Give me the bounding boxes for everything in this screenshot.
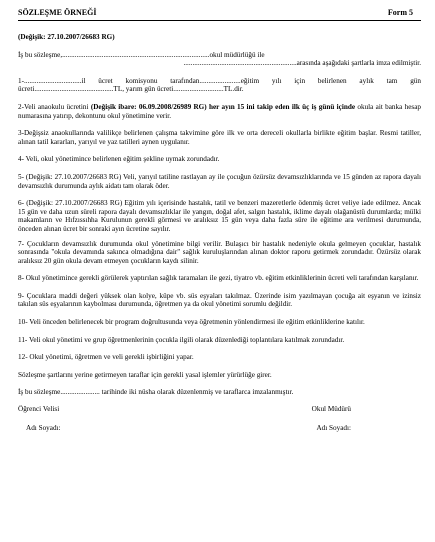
clause-2-prefix: 2-Veli anaokulu ücretini: [18, 102, 91, 111]
clause-1: 1-................................il ücret komisyonu tarafından.......................eğitim yılı için belirlenen aylık tam gün ücreti............................................TL, yarım gün ücreti............................TL.dir.: [18, 76, 421, 94]
amendment-note: (Değişik: 27.10.2007/26683 RG): [18, 33, 115, 41]
closing-line-1: Sözleşme şartlarını yerine getirmeyen taraflar için gerekli yasal işlemler yürürlüğe girer.: [18, 370, 272, 379]
intro-line-2: ...............................................................arasında aşağıdaki şartlarla imza edilmiştir.: [183, 59, 421, 68]
header-divider: [18, 20, 421, 21]
closing-line-2: İş bu sözleşme...................... tarihinde iki nüsha olarak düzenlenmiş ve taraflarca imzalanmıştır.: [18, 388, 294, 397]
form-number: Form 5: [387, 8, 413, 17]
parent-signature-title: Öğrenci Velisi: [18, 405, 60, 414]
signature-titles: [18, 405, 421, 414]
clause-8: 8- Okul yönetimince gerekli görülerek yaptırılan sağlık taramaları ile gezi, tiyatro vb. eğitim etkinliklerinin ücreti veli tarafından karşılanır.: [18, 274, 419, 283]
clause-7: 7- Çocukların devamsızlık durumunda okul yönetimine bilgi verilir. Bulaşıcı bir hastalık nedeniyle okula gelmeyen çocuklar, hastalık sonrasında "okula devamında sakınca olmadığına dair" sağlık kuruluşlarından alınan doktor raporu getirmek zorundadır. Özürsüz olarak aralıksız 20 gün okula devam etmeyen çocukların kaydı silinir.: [18, 239, 421, 265]
clause-2-suffix: okula ait banka hesap numarasına yatırıp, dekontunu okul yönetimine verir.: [18, 102, 421, 120]
principal-name-field: Adı Soyadı:: [316, 423, 351, 432]
clause-6: 6- (Değişik: 27.10.2007/26683 RG) Eğitim yılı içerisinde hastalık, tatil ve benzeri mazeretlerle ödenmiş ücret veliye iade edilmez. Ancak 15 gün ve daha uzun süreli rapora dayalı devamsızlıklar ile yangın, doğal afet, salgın hastalık, iklime dayalı olağanüstü durumlarda; mülki makamların ve Hıfzıssıhha Kurulunun gerekli görmesi ve aralıksız 15 gün veya daha fazla süre ile eğitime ara verilmesi durumunda, önceden alınan ücret bir sonraki ayın ücretine sayılır.: [18, 199, 421, 233]
clause-2: [18, 103, 421, 120]
intro-line-1: İş bu sözleşme,..................................................................................okul müdürlüğü ile: [18, 50, 265, 59]
clause-9: 9- Çocuklara maddi değeri yüksek olan kolye, küpe vb. süs eşyaları takılmaz. Üzerinde isim yazılmayan çocuğa ait eşyanın ve izinsiz takılan süs eşyalarının kaybolması durumunda, öğretmen ya da okul yönetimi sorumlu değildir.: [18, 291, 421, 309]
signature-names: [18, 424, 421, 433]
clause-11: 11- Veli okul yönetimi ve grup öğretmenlerinin çocukla ilgili olarak düzenlediği toplantılara katılmak zorundadır.: [18, 335, 345, 344]
clause-5: 5- (Değişik: 27.10.2007/26683 RG) Veli, yarıyıl tatiline rastlayan ay ile çocuğun özürsüz devamsızlıklarında ve 15 günden az rapora dayalı devamsızlık durumunda aylık aidatı tam olarak öder.: [18, 172, 421, 190]
principal-signature-title: Okul Müdürü: [311, 405, 351, 414]
clause-3: 3-Değişsiz anaokullarında valilikçe belirlenen çalışma takvimine göre ilk ve orta dereceli okullarla birlikte eğitim başlar. Resmi tatiller, alınan tatil kararları, yarıyıl ve yaz tatilleri aynen uygulanır.: [18, 129, 421, 146]
parent-name-field: Adı Soyadı:: [26, 423, 61, 432]
document-title: SÖZLEŞME ÖRNEĞİ: [18, 8, 97, 17]
clause-10: 10- Veli önceden belirlenecek bir program doğrultusunda veya öğretmenin yönlendirmesi ile eğitim etkinliklerine katılır.: [18, 318, 365, 327]
clause-4: 4- Veli, okul yönetimince belirlenen eğitim şekline uymak zorundadır.: [18, 155, 220, 164]
clause-2-bold: (Değişik ibare: 06.09.2008/26989 RG) her ayın 15 ini takip eden ilk üç iş günü içinde: [90, 102, 356, 111]
contract-document: [18, 8, 421, 432]
clause-12: 12- Okul yönetimi, öğretmen ve veli gerekli işbirliğini yapar.: [18, 353, 194, 362]
document-header: [18, 8, 421, 18]
